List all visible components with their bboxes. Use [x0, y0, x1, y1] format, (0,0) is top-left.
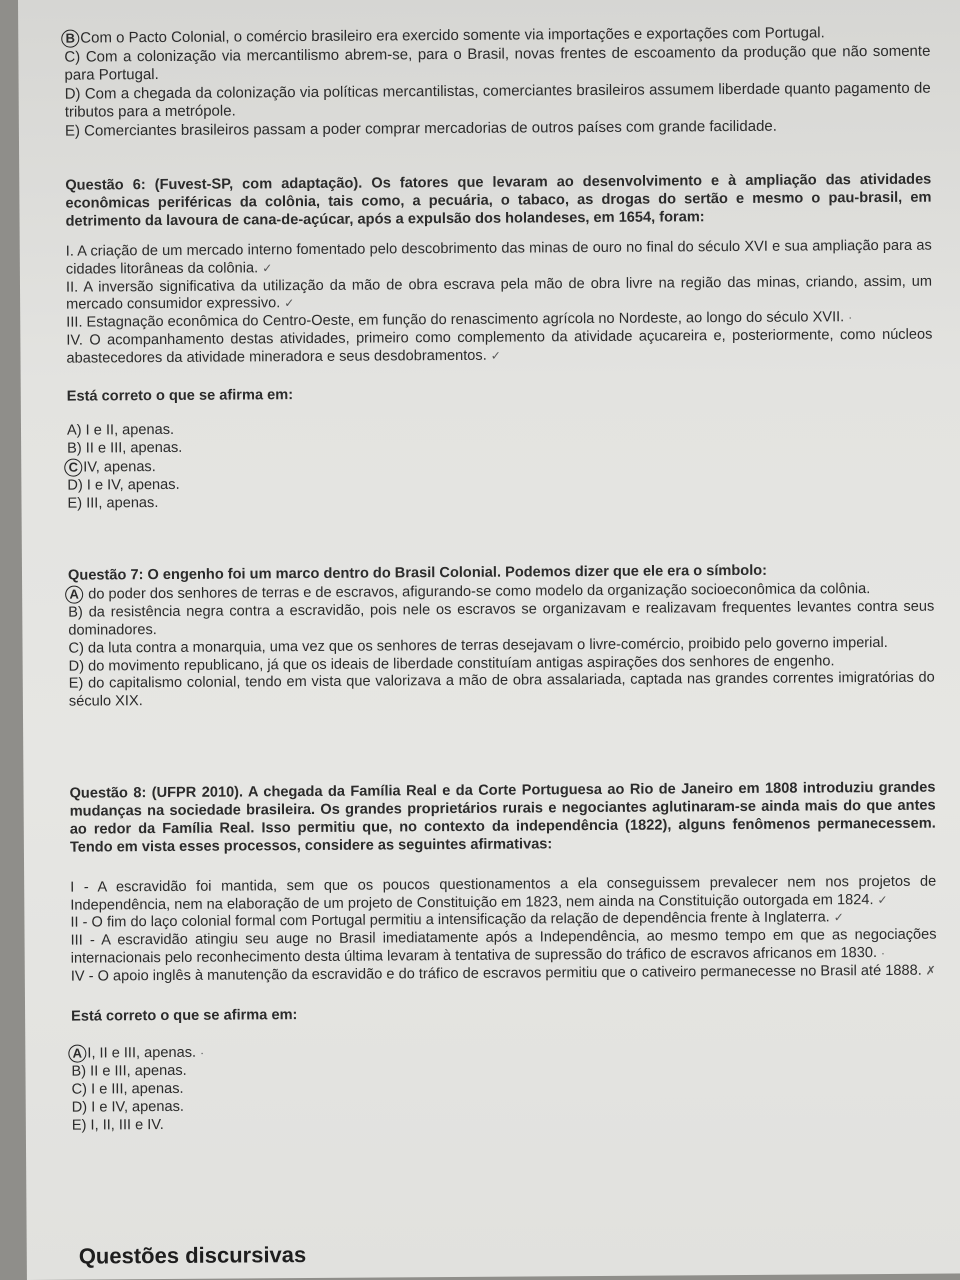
check-mark-icon: ✓: [490, 348, 501, 363]
statement-iii: III - A escravidão atingiu seu auge no Brasil imediatamente após a Independência, ao mesmo tempo em que as negociações internacionais pelo reconhecimento desta última levaram à tentativa de supressão do tráfico de escravos africanos em 1830. ·: [70, 926, 937, 967]
marked-circle: A: [68, 1045, 86, 1063]
option-e: E) do capitalismo colonial, tendo em vista que valorizava a mão de obra assalariada, captada nas grandes correntes imigratórias do século XIX.: [68, 670, 935, 711]
question-6-heading: Questão 6: (Fuvest-SP, com adaptação). Os fatores que levaram ao desenvolvimento e à ampliação das atividades econômicas periféricas da colônia, tais como, a pecuária, o tabaco, as drogas do sertão e mesmo o pau-brasil, em detrimento da lavoura de cana-de-açúcar, após a expulsão dos holandeses, em 1654, foram:: [65, 171, 932, 230]
option-d: D) Com a chegada da colonização via políticas mercantilistas, comerciantes brasileiros assumem liberdade quanto pagamento de tributos para a metrópole.: [64, 79, 931, 121]
option-c: C) da luta contra a monarquia, uma vez que os senhores de terras desejavam o livre-comércio, proibido pelo governo imperial.: [68, 634, 888, 657]
check-mark-icon: ✓: [877, 892, 888, 907]
option-c: C) I e III, apenas.: [71, 1080, 184, 1098]
question-7-heading: Questão 7: O engenho foi um marco dentro do Brasil Colonial. Podemos dizer que ele era o símbolo:: [67, 562, 768, 584]
option-a: A) I e II, apenas.: [66, 421, 175, 439]
option-a: A do poder dos senhores de terras e de escravos, afigurando-se como modelo da organização socioeconômica da colônia.: [68, 580, 934, 605]
section-title: Questões discursivas: [78, 1242, 307, 1269]
previous-question-options: [64, 24, 931, 141]
statement-iii: III. Estagnação econômica do Centro-Oeste, em função do renascimento agrícola no Nordeste, ao longo do século XVII. ·: [66, 309, 853, 332]
option-b: B Com o Pacto Colonial, o comércio brasileiro era exercido somente via importações e exportações com Portugal.: [64, 24, 930, 49]
question-6-prompt: Está correto o que se afirma em:: [66, 387, 294, 405]
marked-circle: A: [65, 585, 83, 603]
question-7: [68, 562, 935, 712]
dot-mark-icon: ·: [880, 946, 886, 961]
dot-mark-icon: ·: [200, 1045, 205, 1060]
option-c: C) Com a colonização via mercantilismo abrem-se, para o Brasil, novas frentes de escoamento da produção que não somente para Portugal.: [64, 42, 931, 84]
question-8: [69, 780, 937, 1136]
option-c: C IV, apenas.: [67, 452, 933, 477]
dot-mark-icon: ·: [848, 310, 853, 325]
statement-iv: IV. O acompanhamento destas atividades, primeiro como complemento da atividade açucareira e, posteriormente, como núcleos abastecedores da atividade mineradora e seus desdobramentos. ✓: [66, 326, 933, 367]
question-6: [65, 172, 933, 514]
document-page: [18, 0, 960, 1280]
marked-circle: C: [64, 458, 82, 476]
question-8-prompt: Está correto o que se afirma em:: [71, 1007, 298, 1025]
option-e: E) Comerciantes brasileiros passam a poder comprar mercadorias de outros países com grande facilidade.: [64, 117, 777, 140]
check-mark-icon: ✓: [833, 910, 844, 925]
option-b: B) II e III, apenas.: [71, 1062, 187, 1080]
statement-ii: II - O fim do laço colonial formal com Portugal permitiu a intensificação da relação de dependência frente à Inglaterra. ✓: [70, 909, 844, 932]
check-mark-icon: ✓: [284, 296, 295, 311]
option-d: D) do movimento republicano, já que os ideais de liberdade constituíam antigas aspirações dos senhores de engenho.: [68, 652, 835, 675]
option-e: E) III, apenas.: [67, 494, 159, 512]
option-d: D) I e IV, apenas.: [67, 476, 180, 494]
statement-i: I - A escravidão foi mantida, sem que os poucos questionamentos a ela conseguissem prevalecer nem nos projetos de Independência, nem na elaboração de um projeto de Constituição em 1823, nem ainda na Constituição outorgada em 1824. ✓: [70, 873, 937, 914]
option-d: D) I e IV, apenas.: [71, 1098, 185, 1116]
marked-circle: B: [61, 30, 79, 48]
question-8-heading: Questão 8: (UFPR 2010). A chegada da Família Real e da Corte Portuguesa ao Rio de Janeiro em 1808 introduziu grandes mudanças na sociedade brasileira. Os grandes proprietários rurais e negociantes aglutinaram-se ainda mais do que antes ao redor da Família Real. Isso permitiu que, no contexto da independência (1822), alguns fenômenos permanecessem. Tendo em vista esses processos, considere as seguintes afirmativas:: [69, 779, 936, 856]
option-e: E) I, II, III e IV.: [71, 1116, 164, 1134]
option-b: B) II e III, apenas.: [67, 439, 183, 457]
statement-iv: IV - O apoio inglês à manutenção da escravidão e do tráfico de escravos permitiu que o cativeiro permanecesse no Brasil até 1888. ✗: [70, 962, 936, 985]
option-b: B) da resistência negra contra a escravidão, pois nele os escravos se organizavam e realizavam frequentes levantes contra seus dominadores.: [68, 598, 935, 639]
option-a: A I, II e III, apenas. ·: [71, 1039, 937, 1064]
statement-ii: II. A inversão significativa da utilização da mão de obra escrava pela mão de obra livre na região das minas, criando, assim, um mercado consumidor expressivo. ✓: [65, 273, 933, 314]
check-mark-icon: ✓: [262, 260, 273, 275]
statement-i: I. A criação de um mercado interno fomentado pelo descobrimento das minas de ouro no final do século XVI e sua ampliação para as cidades litorâneas da colônia. ✓: [65, 237, 932, 278]
cross-mark-icon: ✗: [925, 963, 936, 978]
